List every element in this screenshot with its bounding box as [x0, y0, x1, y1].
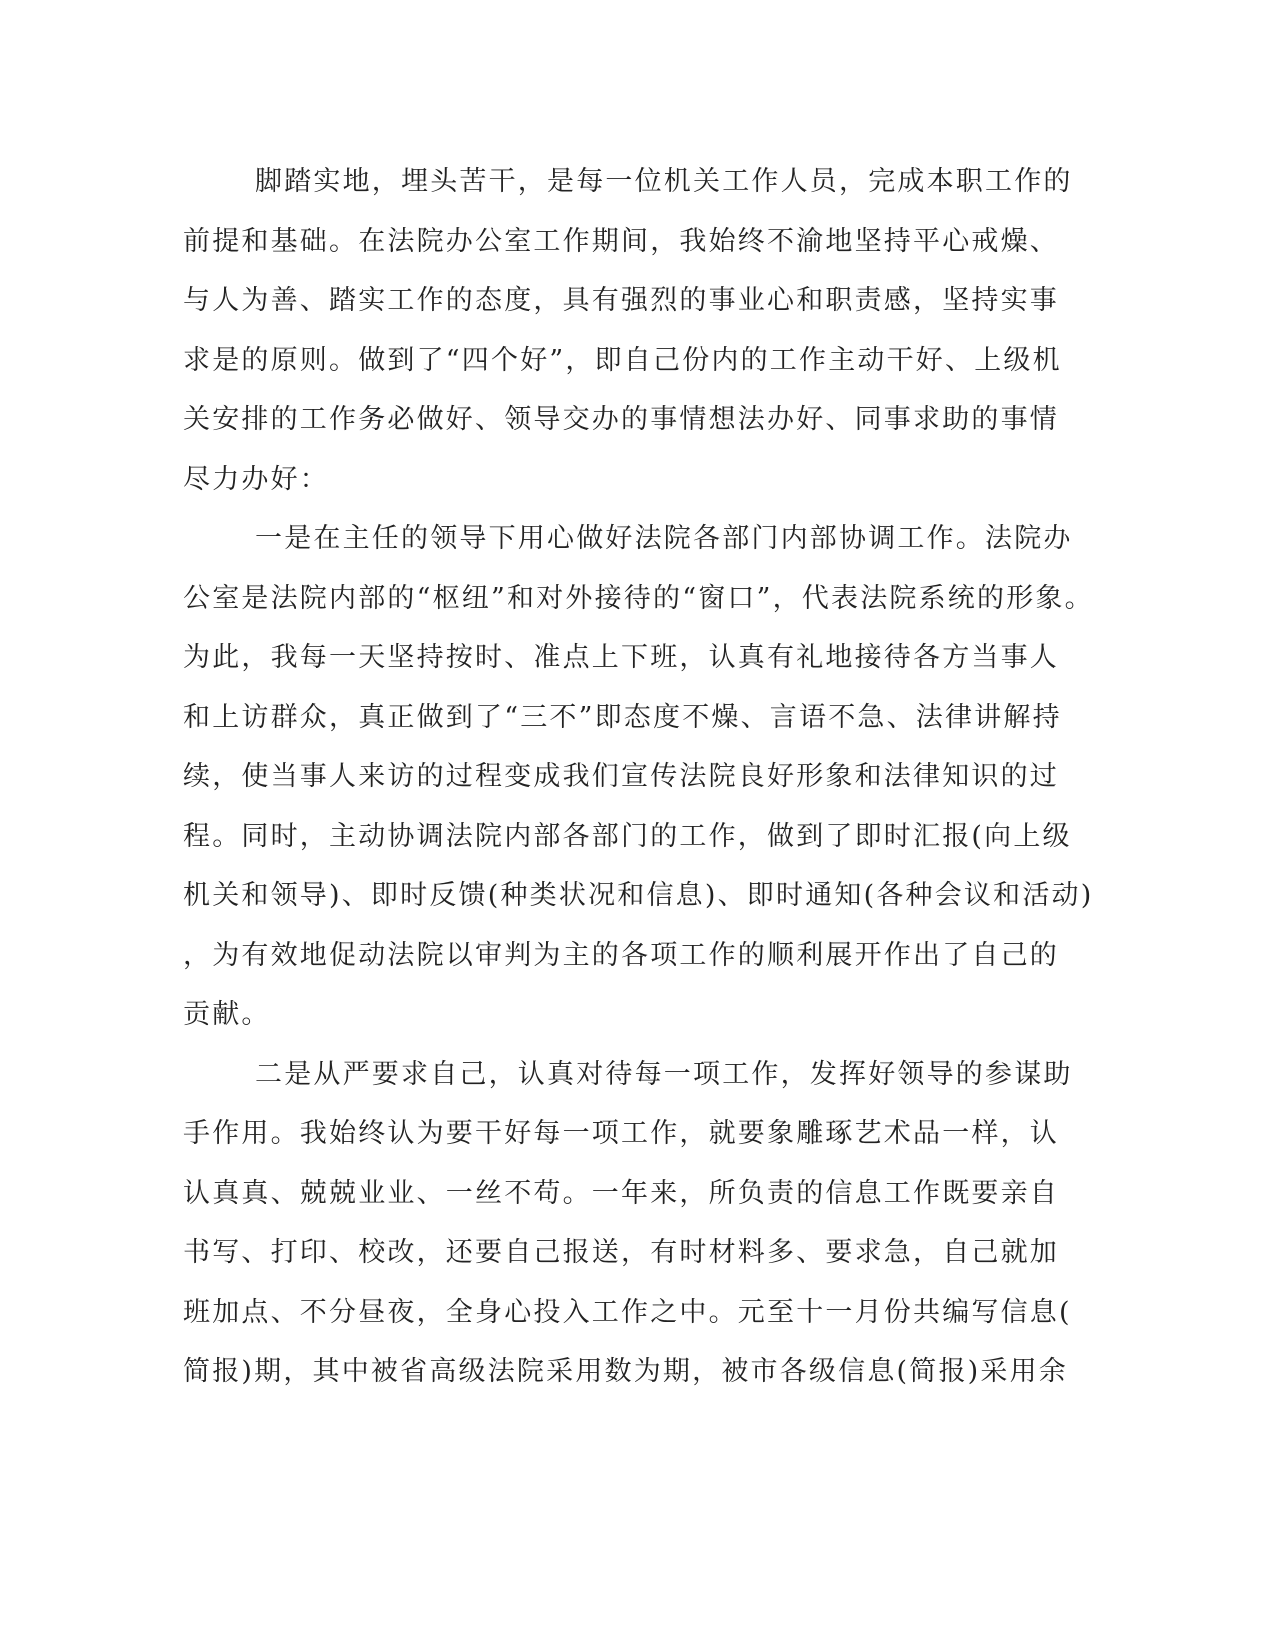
document-line: 公室是法院内部的“枢纽”和对外接待的“窗口”，代表法院系统的形象。 [183, 582, 1094, 614]
document-body [183, 152, 1094, 1402]
document-line: 脚踏实地，埋头苦干，是每一位机关工作人员，完成本职工作的 [255, 166, 1073, 197]
document-line: 手作用。我始终认为要干好每一项工作，就要象雕琢艺术品一样，认 [183, 1118, 1059, 1149]
document-line: 机关和领导)、即时反馈(种类状况和信息)、即时通知(各种会议和活动) [183, 880, 1094, 911]
document-line: ，为有效地促动法院以审判为主的各项工作的顺利展开作出了自己的 [183, 939, 1059, 971]
document-line: 程。同时，主动协调法院内部各部门的工作，做到了即时汇报(向上级 [183, 820, 1072, 852]
document-line: 认真真、兢兢业业、一丝不苟。一年来，所负责的信息工作既要亲自 [183, 1177, 1059, 1209]
document-line: 前提和基础。在法院办公室工作期间，我始终不渝地坚持平心戒燥、 [183, 225, 1059, 257]
document-line: 贡献。 [183, 999, 271, 1030]
document-line: 简报)期，其中被省高级法院采用数为期，被市各级信息(简报)采用余 [183, 1356, 1068, 1387]
document-line: 续，使当事人来访的过程变成我们宣传法院良好形象和法律知识的过 [183, 761, 1059, 792]
document-line: 二是从严要求自己，认真对待每一项工作，发挥好领导的参谋助 [255, 1058, 1073, 1090]
document-line: 书写、打印、校改，还要自己报送，有时材料多、要求急，自己就加 [183, 1237, 1059, 1268]
document-line: 与人为善、踏实工作的态度，具有强烈的事业心和职责感，坚持实事 [183, 285, 1059, 316]
document-line: 为此，我每一天坚持按时、准点上下班，认真有礼地接待各方当事人 [183, 642, 1059, 673]
document-line: 一是在主任的领导下用心做好法院各部门内部协调工作。法院办 [255, 523, 1073, 554]
document-line: 尽力办好： [183, 463, 329, 495]
document-line: 和上访群众，真正做到了“三不”即态度不燥、言语不急、法律讲解持 [183, 701, 1062, 733]
document-line: 班加点、不分昼夜，全身心投入工作之中。元至十一月份共编写信息( [183, 1296, 1072, 1328]
document-line: 求是的原则。做到了“四个好”，即自己份内的工作主动干好、上级机 [183, 344, 1062, 376]
document-line: 关安排的工作务必做好、领导交办的事情想法办好、同事求助的事情 [183, 404, 1059, 435]
